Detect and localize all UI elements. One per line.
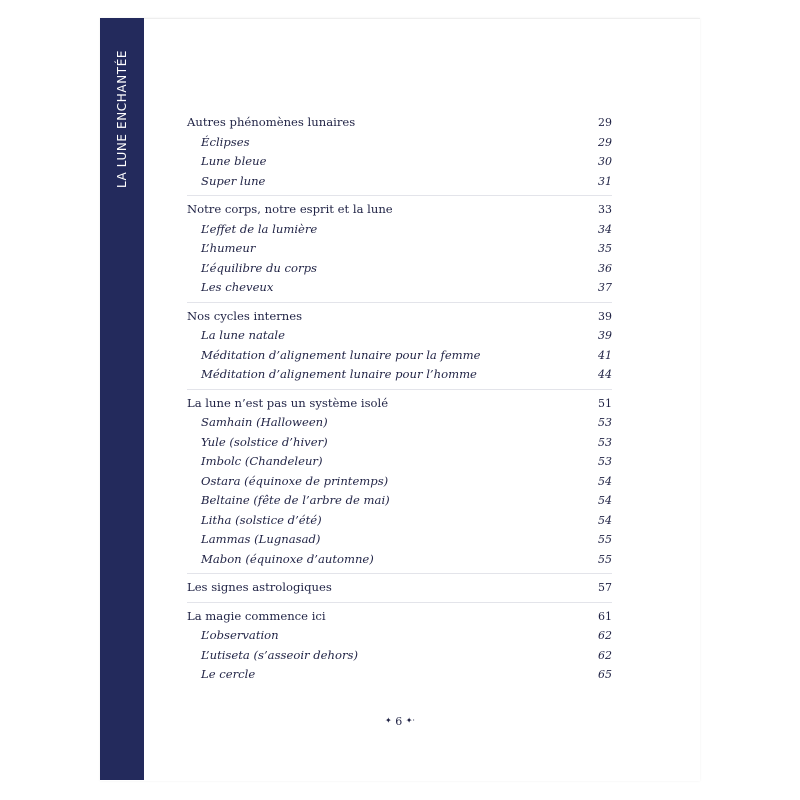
toc-chapter[interactable] xyxy=(187,607,612,627)
toc-chapter-page: 57 xyxy=(598,581,612,594)
toc-chapter[interactable] xyxy=(187,113,612,133)
toc-entry-title: Lune bleue xyxy=(201,154,267,168)
toc-entry-page: 53 xyxy=(598,435,612,449)
toc-chapter-page: 51 xyxy=(598,396,612,410)
page-number: 6 xyxy=(395,715,403,728)
toc-chapter-title: Nos cycles internes xyxy=(187,308,303,323)
toc-entry[interactable] xyxy=(187,491,612,511)
toc-chapter-title: Notre corps, notre esprit et la lune xyxy=(187,202,393,216)
toc-entry-title: Méditation d’alignement lunaire pour l’homme xyxy=(201,367,477,381)
toc-entry[interactable] xyxy=(187,278,612,298)
toc-entry-page: 36 xyxy=(598,261,612,275)
toc-entry[interactable] xyxy=(187,433,612,453)
toc-section xyxy=(187,603,612,689)
toc-entry-title: Beltaine (fête de l’arbre de mai) xyxy=(201,493,390,507)
toc-entry[interactable] xyxy=(187,511,612,531)
toc-chapter-page: 61 xyxy=(598,609,612,623)
toc-entry-page: 62 xyxy=(598,648,612,662)
toc-entry-page: 65 xyxy=(598,668,612,681)
toc-entry-title: Méditation d’alignement lunaire pour la femme xyxy=(201,347,481,362)
toc-chapter[interactable] xyxy=(187,394,612,414)
toc-entry[interactable] xyxy=(187,665,612,685)
toc-entry-page: 55 xyxy=(598,533,612,546)
toc-entry-page: 44 xyxy=(598,368,612,381)
toc-entry-title: L’utiseta (s’asseoir dehors) xyxy=(201,647,358,662)
toc-section xyxy=(187,574,612,603)
toc-entry-title: L’effet de la lumière xyxy=(201,221,318,236)
toc-entry[interactable] xyxy=(187,259,612,279)
spine-title: LA LUNE ENCHANTÉE xyxy=(115,49,129,188)
toc-entry-title: Litha (solstice d’été) xyxy=(201,512,322,527)
toc-chapter[interactable] xyxy=(187,578,612,598)
toc-entry-title: L’observation xyxy=(201,628,279,642)
toc-chapter-title: La lune n’est pas un système isolé xyxy=(187,395,389,410)
page-footer xyxy=(0,715,800,728)
toc-entry-page: 31 xyxy=(598,174,612,188)
toc-entry[interactable] xyxy=(187,346,612,366)
toc-entry[interactable] xyxy=(187,239,612,259)
toc-entry[interactable] xyxy=(187,646,612,666)
toc-entry-title: Ostara (équinoxe de printemps) xyxy=(201,473,389,488)
ornament-right: ✦· xyxy=(405,716,415,725)
toc-entry-page: 53 xyxy=(598,455,612,468)
toc-entry[interactable] xyxy=(187,172,612,192)
toc-chapter-page: 39 xyxy=(598,309,612,323)
toc-section xyxy=(187,303,612,390)
toc-entry-page: 62 xyxy=(598,629,612,642)
toc-chapter-page: 33 xyxy=(598,203,612,216)
ornament-left: ✦ xyxy=(385,716,392,725)
toc-entry-title: Samhain (Halloween) xyxy=(201,415,328,429)
toc-entry-page: 29 xyxy=(598,135,612,149)
toc-entry-title: L’humeur xyxy=(201,241,256,255)
toc-entry-page: 37 xyxy=(598,281,612,294)
toc-chapter-title: La magie commence ici xyxy=(187,608,326,623)
toc-entry[interactable] xyxy=(187,413,612,433)
toc-entry-page: 41 xyxy=(598,348,612,362)
toc-entry-page: 54 xyxy=(598,474,612,488)
toc-chapter[interactable] xyxy=(187,307,612,327)
toc-entry[interactable] xyxy=(187,133,612,153)
toc-entry[interactable] xyxy=(187,220,612,240)
toc-entry-title: Mabon (équinoxe d’automne) xyxy=(201,551,374,566)
toc-entry-title: Yule (solstice d’hiver) xyxy=(201,434,328,449)
toc-entry-page: 34 xyxy=(598,222,612,236)
toc-entry-title: Les cheveux xyxy=(201,280,274,294)
toc-entry[interactable] xyxy=(187,626,612,646)
toc-chapter-title: Autres phénomènes lunaires xyxy=(187,115,356,129)
toc-entry-page: 35 xyxy=(598,242,612,255)
toc-entry-page: 30 xyxy=(598,155,612,168)
toc-entry-page: 55 xyxy=(598,552,612,566)
toc-entry-page: 54 xyxy=(598,494,612,507)
toc-entry[interactable] xyxy=(187,326,612,346)
toc-chapter-page: 29 xyxy=(598,116,612,129)
toc-entry-title: La lune natale xyxy=(201,328,286,342)
toc-entry-title: Super lune xyxy=(201,173,266,188)
toc-entry[interactable] xyxy=(187,452,612,472)
toc-entry-title: L’équilibre du corps xyxy=(201,260,317,275)
toc-entry-page: 53 xyxy=(598,416,612,429)
toc-section xyxy=(187,113,612,196)
toc-entry[interactable] xyxy=(187,365,612,385)
toc-section xyxy=(187,196,612,303)
toc-entry[interactable] xyxy=(187,152,612,172)
toc-section xyxy=(187,390,612,575)
toc-entry-title: Éclipses xyxy=(201,134,250,149)
toc-entry-page: 54 xyxy=(598,513,612,527)
toc-entry-title: Lammas (Lugnasad) xyxy=(201,532,321,546)
toc-chapter[interactable] xyxy=(187,200,612,220)
toc-entry[interactable] xyxy=(187,550,612,570)
toc-entry[interactable] xyxy=(187,530,612,550)
toc-entry-title: Imbolc (Chandeleur) xyxy=(201,454,323,468)
toc-chapter-title: Les signes astrologiques xyxy=(187,580,332,594)
table-of-contents xyxy=(187,113,612,689)
toc-entry[interactable] xyxy=(187,472,612,492)
toc-entry-page: 39 xyxy=(598,329,612,342)
toc-entry-title: Le cercle xyxy=(201,667,256,681)
